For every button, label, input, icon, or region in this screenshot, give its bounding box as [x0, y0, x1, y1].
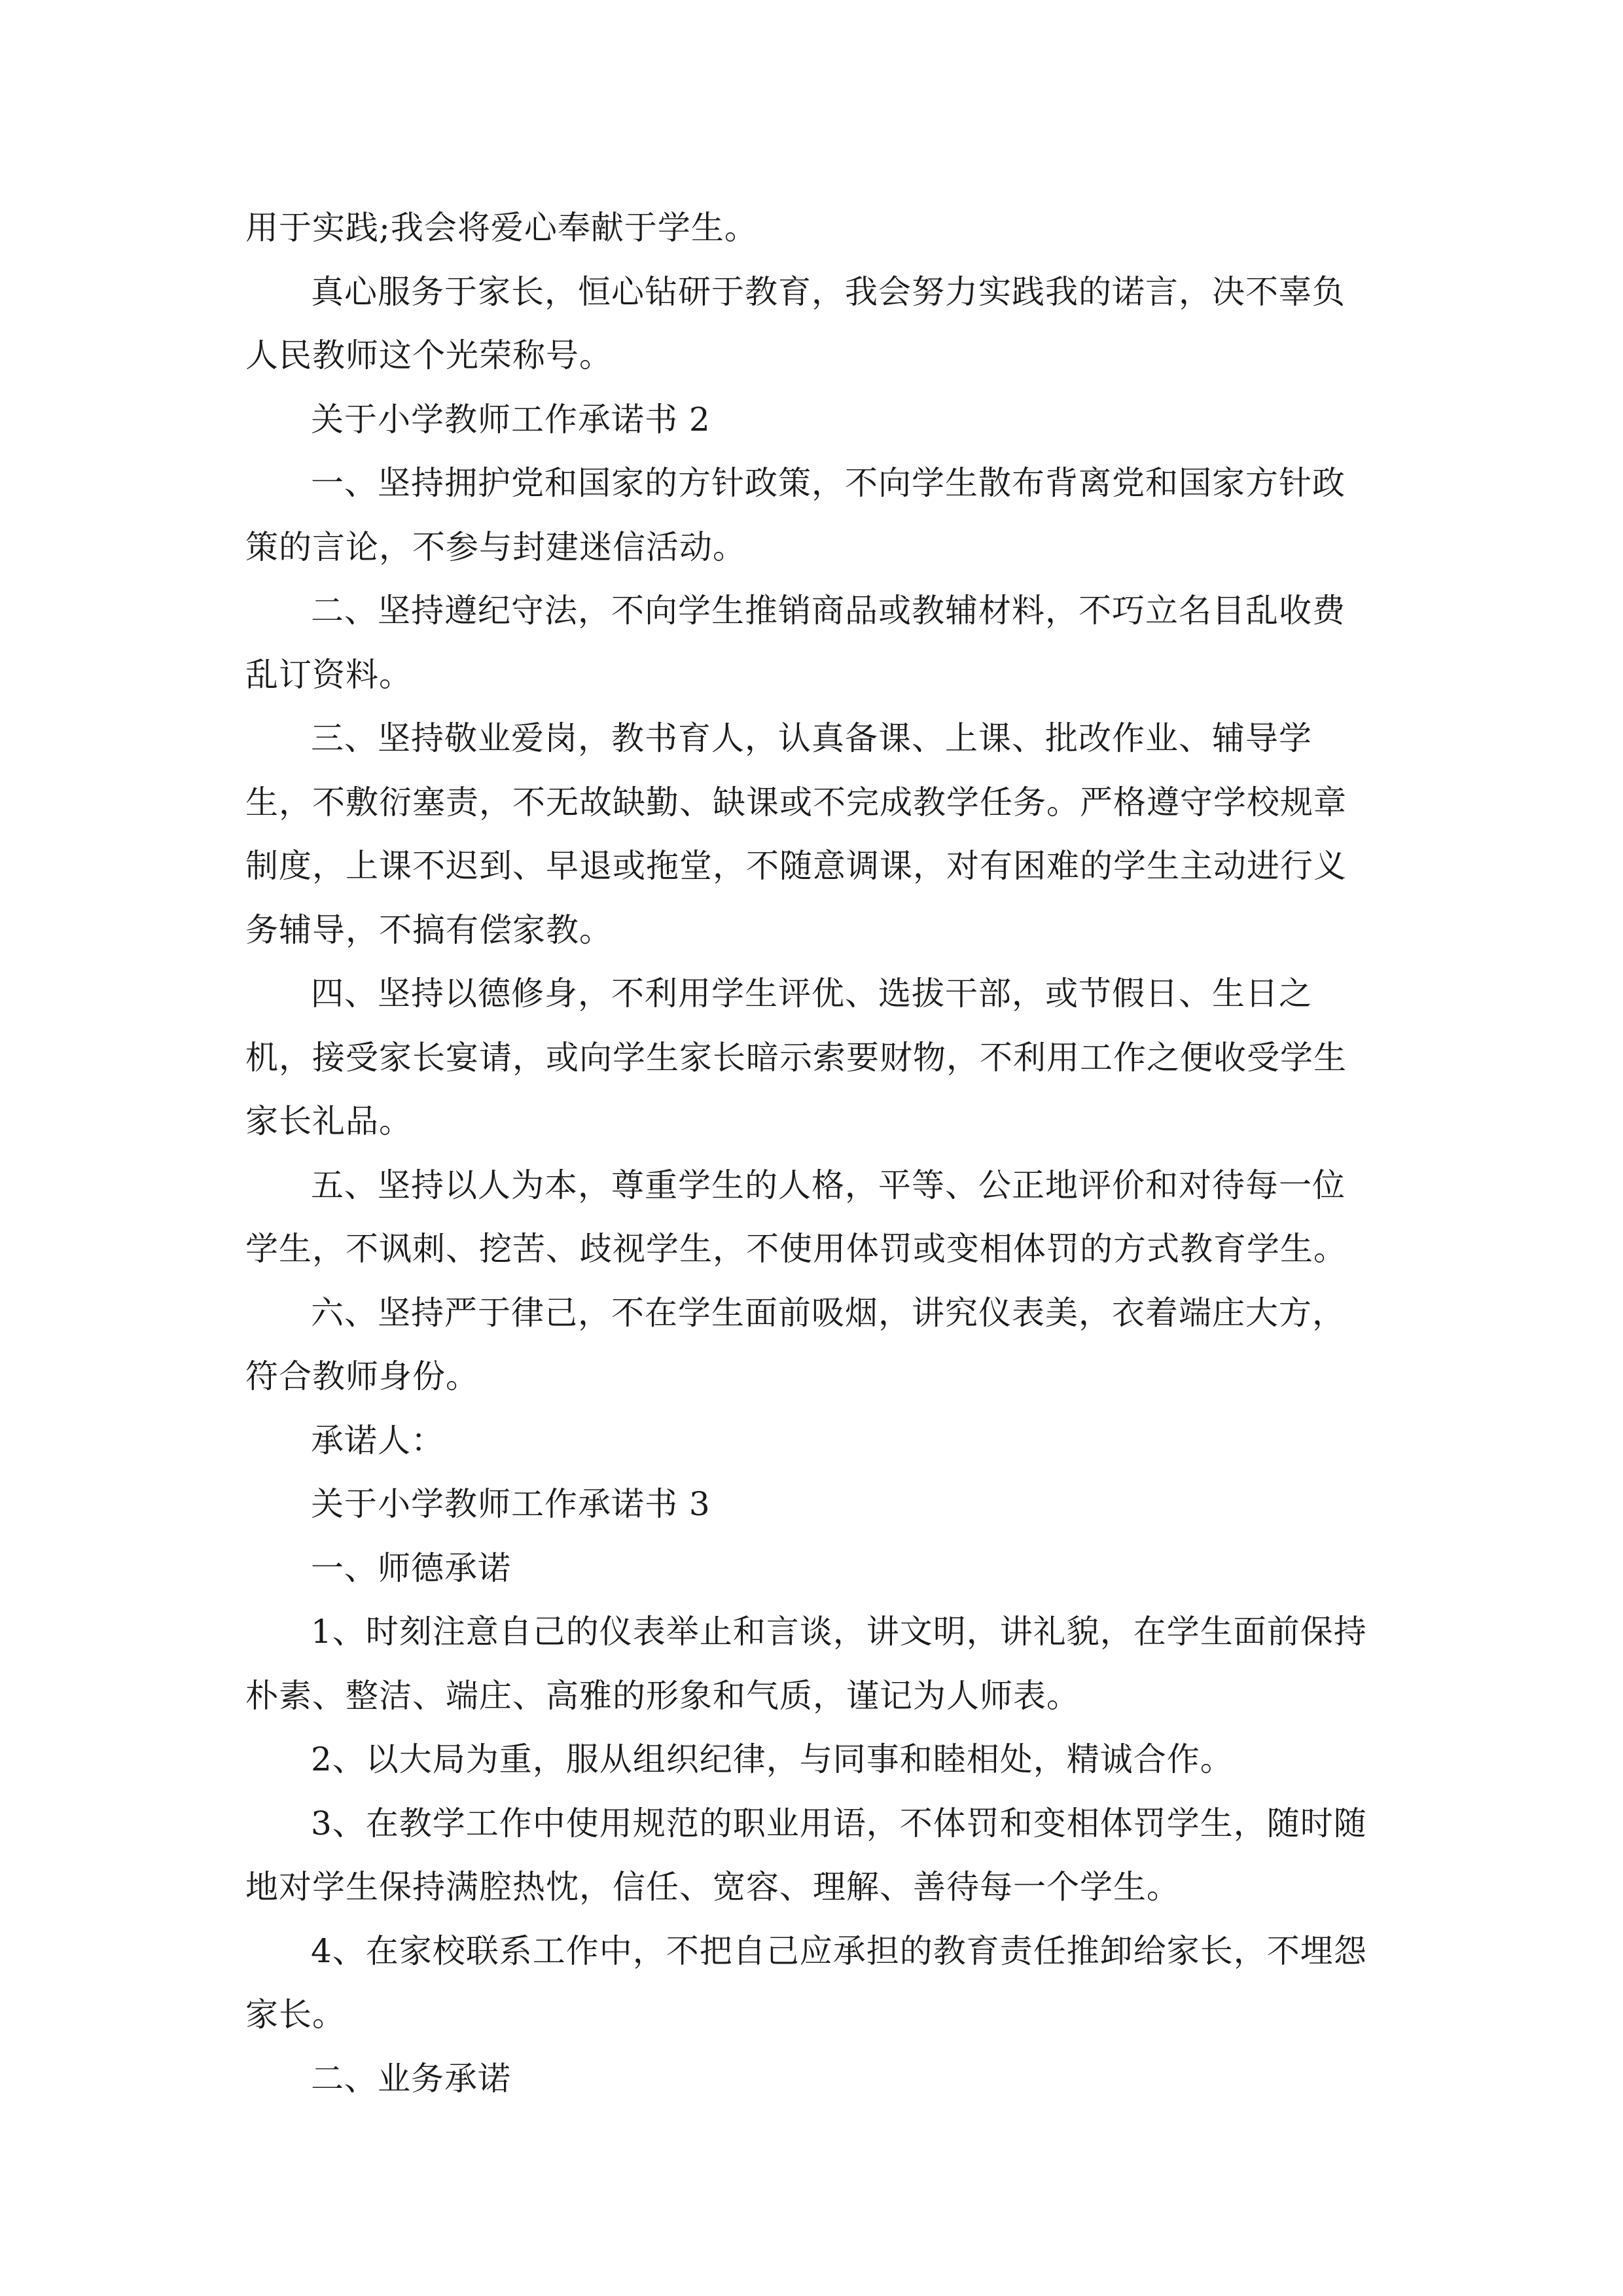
paragraph-item-2: 二、坚持遵纪守法，不向学生推销商品或教辅材料，不巧立名目乱收费乱订资料。 — [245, 592, 1346, 694]
ethics-item-3: 3、在教学工作中使用规范的职业用语，不体罚和变相体罚学生，随时随地对学生保持满腔热忱，信任、宽容、理解、善待每一个学生。 — [245, 1804, 1367, 1906]
subheading-ethics: 一、师德承诺 — [311, 1549, 511, 1587]
paragraph-item-4: 四、坚持以德修身，不利用学生评优、选拔干部，或节假日、生日之机，接受家长宴请，或向学生家长暗示索要财物，不利用工作之便收受学生家长礼品。 — [245, 975, 1347, 1140]
ethics-item-1: 1、时刻注意自己的仪表举止和言谈，讲文明，讲礼貌，在学生面前保持朴素、整洁、端庄、高雅的形象和气质，谨记为人师表。 — [245, 1613, 1367, 1715]
paragraph-item-1: 一、坚持拥护党和国家的方针政策，不向学生散布背离党和国家方针政策的言论，不参与封建迷信活动。 — [245, 464, 1346, 566]
paragraph-2: 真心服务于家长，恒心钻研于教育，我会努力实践我的诺言，决不辜负人民教师这个光荣称号。 — [245, 272, 1346, 374]
document-body — [245, 196, 1378, 2111]
paragraph-item-5: 五、坚持以人为本，尊重学生的人格，平等、公正地评价和对待每一位学生，不讽刺、挖苦、歧视学生，不使用体罚或变相体罚的方式教育学生。 — [245, 1166, 1347, 1268]
paragraph-item-3: 三、坚持敬业爱岗，教书育人，认真备课、上课、批改作业、辅导学生，不敷衍塞责，不无故缺勤、缺课或不完成教学任务。严格遵守学校规章制度，上课不迟到、早退或拖堂，不随意调课，对有困难的学生主动进行义务辅导，不搞有偿家教。 — [245, 719, 1347, 949]
paragraph-item-6: 六、坚持严于律己，不在学生面前吸烟，讲究仪表美，衣着端庄大方，符合教师身份。 — [245, 1293, 1346, 1395]
ethics-item-4: 4、在家校联系工作中，不把自己应承担的教育责任推卸给家长，不埋怨家长。 — [245, 1931, 1367, 2034]
signatory-label: 承诺人： — [311, 1421, 444, 1460]
section-heading-3: 关于小学教师工作承诺书 3 — [311, 1485, 711, 1523]
subheading-business: 二、业务承诺 — [311, 2059, 511, 2098]
ethics-item-2: 2、以大局为重，服从组织纪律，与同事和睦相处，精诚合作。 — [311, 1740, 1234, 1778]
paragraph-1: 用于实践;我会将爱心奉献于学生。 — [245, 209, 758, 247]
section-heading-2: 关于小学教师工作承诺书 2 — [311, 400, 711, 439]
